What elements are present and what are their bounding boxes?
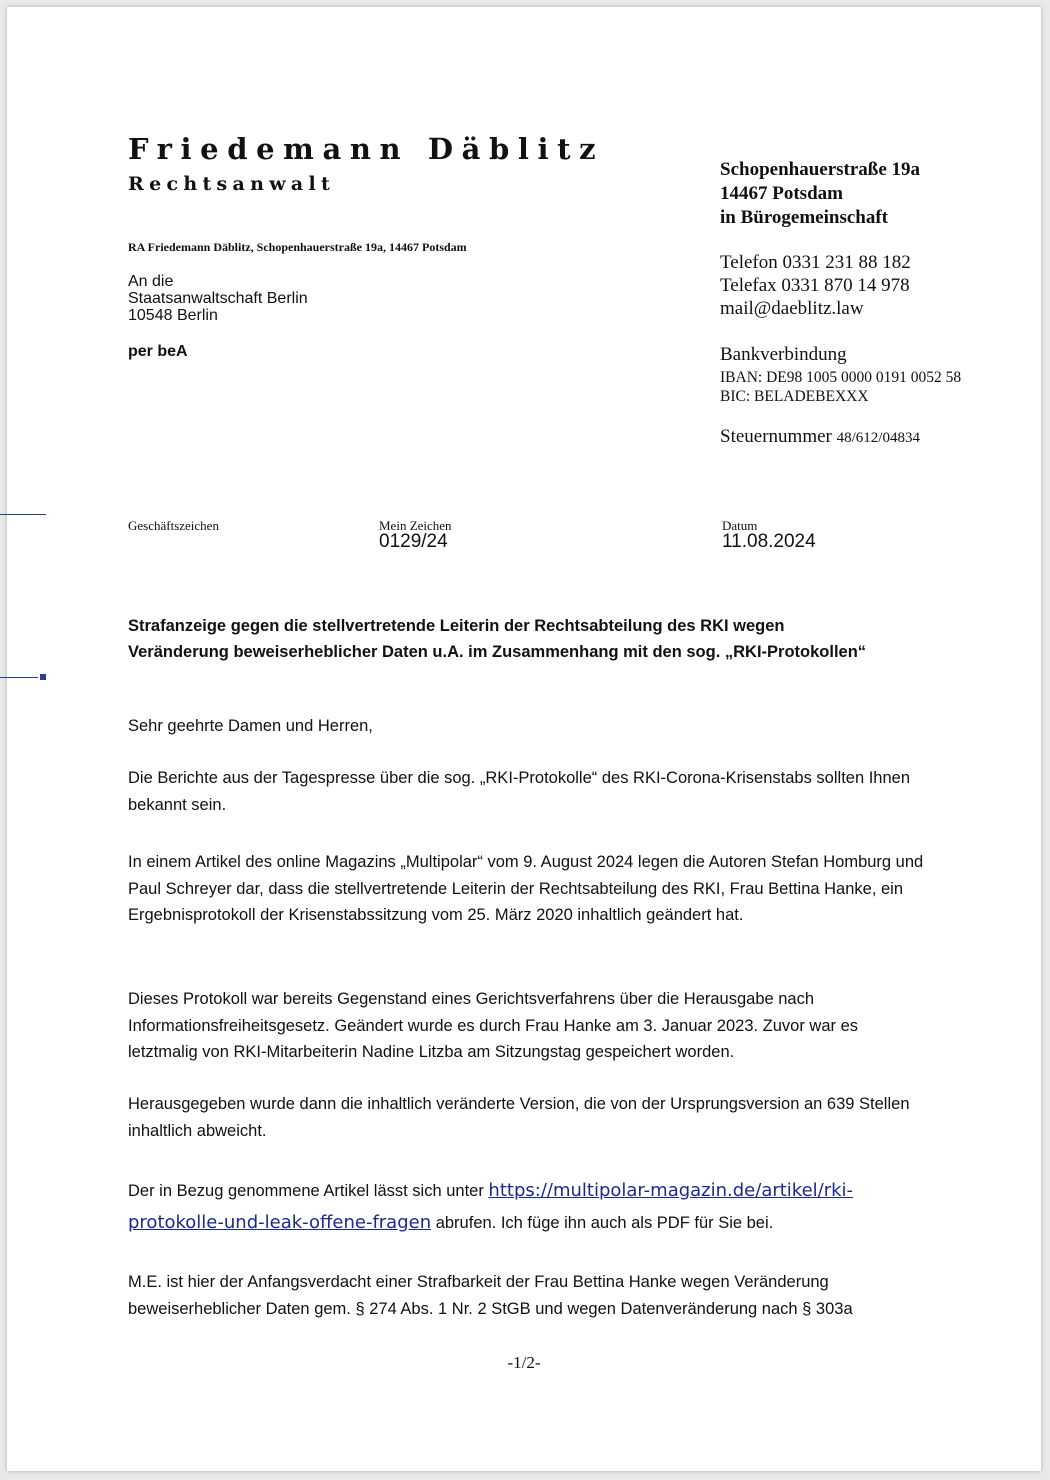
salutation: Sehr geehrte Damen und Herren,: [128, 717, 373, 735]
recipient-line-3: 10548 Berlin: [128, 307, 218, 324]
paragraph-5: [128, 1175, 928, 1239]
subject-line-1: Strafanzeige gegen die stellvertretende Leiterin der Rechtsabteilung des RKI wegen: [128, 617, 785, 635]
tax-value: 48/612/04834: [836, 430, 920, 446]
email-address: mail@daeblitz.law: [720, 298, 864, 319]
tax-number: [720, 426, 920, 448]
office-address: [720, 158, 920, 230]
date-value: 11.08.2024: [722, 531, 816, 552]
fax-number: Telefax 0331 870 14 978: [720, 275, 910, 296]
delivery-method: per beA: [128, 343, 188, 360]
bank-details: [720, 368, 961, 406]
bank-iban: IBAN: DE98 1005 0000 0191 0052 58: [720, 369, 962, 386]
bank-heading: Bankverbindung: [720, 344, 847, 365]
office-street: Schopenhauerstraße 19a: [720, 159, 921, 180]
lawyer-name: Friedemann Däblitz: [128, 132, 605, 166]
paragraph-5-before: Der in Bezug genommene Artikel lässt sich unter: [128, 1182, 489, 1200]
phone-number: Telefon 0331 231 88 182: [720, 252, 911, 273]
document-page: [7, 7, 1041, 1471]
tax-label: Steuernummer: [720, 426, 832, 447]
subject-line: [128, 613, 866, 665]
article-link[interactable]: https://multipolar-magazin.de/artikel/rki-protokolle-und-leak-offene-fragen: [128, 1180, 854, 1233]
lawyer-title: Rechtsanwalt: [128, 173, 336, 195]
paragraph-5-after: abrufen. Ich füge ihn auch als PDF für Sie bei.: [431, 1214, 774, 1232]
my-reference-value: 0129/24: [379, 531, 448, 552]
subject-line-2: Veränderung beweiserheblicher Daten u.A. im Zusammenhang mit den sog. „RKI-Protokollen“: [128, 643, 867, 661]
recipient-line-1: An die: [128, 273, 174, 290]
office-note: in Bürogemeinschaft: [720, 207, 889, 228]
punch-mark-dot: [40, 674, 46, 680]
date-label: Datum: [722, 518, 758, 533]
paragraph-2: In einem Artikel des online Magazins „Multipolar“ vom 9. August 2024 legen die Autoren Stefan Homburg und Paul Schreyer dar, dass die stellvertretende Leiterin der Rechtsabteilung des RKI, Frau Bettina Hanke, ein Ergebnisprotokoll der Krisenstabssitzung vom 25. März 2020 inhaltlich geändert hat.: [128, 853, 924, 924]
page-number: -1/2-: [507, 1353, 541, 1372]
office-city: 14467 Potsdam: [720, 183, 843, 204]
paragraph-3: Dieses Protokoll war bereits Gegenstand eines Gerichtsverfahrens über die Herausgabe nach Informationsfreiheitsgesetz. Geändert wurde es durch Frau Hanke am 3. Januar 2023. Zuvor war es letztmalig von RKI-Mitarbeiterin Nadine Litzba am Sitzungstag gespeichert worden.: [128, 990, 859, 1061]
paragraph-4: Herausgegeben wurde dann die inhaltlich veränderte Version, die von der Ursprungsversion an 639 Stellen inhaltlich abweicht.: [128, 1095, 910, 1140]
bank-bic: BIC: BELADEBEXXX: [720, 388, 869, 405]
contact-block: [720, 251, 911, 320]
case-number-label: Geschäftszeichen: [128, 518, 219, 533]
fold-mark: [0, 514, 46, 515]
paragraph-6: M.E. ist hier der Anfangsverdacht einer Strafbarkeit der Frau Bettina Hanke wegen Veränderung beweiserheblicher Daten gem. § 274 Abs. 1 Nr. 2 StGB und wegen Datenveränderung nach § 303a: [128, 1273, 853, 1318]
my-reference-label: Mein Zeichen: [379, 518, 452, 533]
recipient-address: [128, 273, 308, 324]
punch-mark: [0, 677, 38, 678]
recipient-line-2: Staatsanwaltschaft Berlin: [128, 290, 308, 307]
sender-line: RA Friedemann Däblitz, Schopenhauerstraße 19a, 14467 Potsdam: [128, 240, 467, 254]
paragraph-1: Die Berichte aus der Tagespresse über die sog. „RKI-Protokolle“ des RKI-Corona-Krisenstabs sollten Ihnen bekannt sein.: [128, 769, 911, 814]
